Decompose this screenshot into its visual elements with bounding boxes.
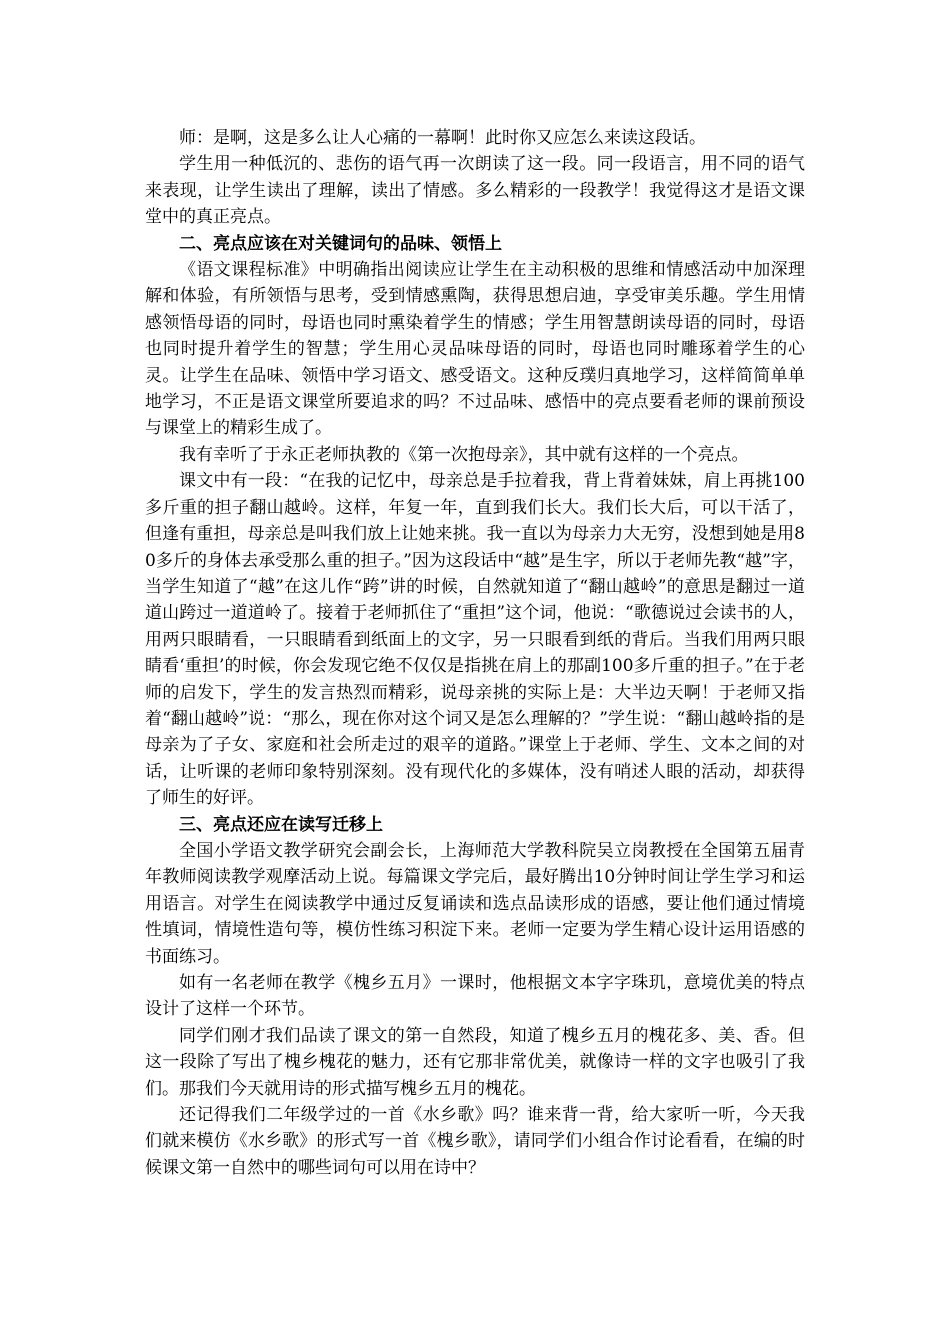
paragraph: 课文中有一段：“在我的记忆中，母亲总是手拉着我，背上背着妹妹，肩上再挑100多斤重的担子翻山越岭。这样，年复一年，直到我们长大。我们长大后，可以干活了，但逢有重担，母亲总是叫我们放上让她来挑。我一直以为母亲力大无穷，没想到她是用80多斤的身体去承受那么重的担子。”因为这段话中“越”是生字，所以于老师先教“越”字，当学生知道了“越”在这儿作“跨”讲的时候，自然就知道了“翻山越岭”的意思是翻过一道道山跨过一道道岭了。接着于老师抓住了“重担”这个词，他说：“歌德说过会读书的人，用两只眼睛看，一只眼睛看到纸面上的文字，另一只眼看到纸的背后。当我们用两只眼睛看‘重担’的时候，你会发现它绝不仅仅是指挑在肩上的那副100多斤重的担子。”在于老师的启发下，学生的发言热烈而精彩，说母亲挑的实际上是：大半边天啊！于老师又指着“翻山越岭”说：“那么，现在你对这个词又是怎么理解的？”学生说：“翻山越岭指的是母亲为了子女、家庭和社会所走过的艰辛的道路。”课堂上于老师、学生、文本之间的对话，让听课的老师印象特别深刻。没有现代化的多媒体，没有哨述人眼的活动，却获得了师生的好评。 <box>145 471 805 809</box>
section-heading: 二、亮点应该在对关键词句的品味、领悟上 <box>179 233 502 254</box>
paragraph: 学生用一种低沉的、悲伤的语气再一次朗读了这一段。同一段语言，用不同的语气来表现，让学生读出了理解，读出了情感。多么精彩的一段教学！我觉得这才是语文课堂中的真正亮点。 <box>145 154 805 228</box>
section-heading: 三、亮点还应在读写迁移上 <box>179 814 383 835</box>
paragraph: 还记得我们二年级学过的一首《水乡歌》吗？谁来背一背，给大家听一听，今天我们就来模仿《水乡歌》的形式写一首《槐乡歌》，请同学们小组合作讨论看看，在编的时候课文第一自然中的哪些词句可以用在诗中？ <box>145 1105 805 1178</box>
paragraph: 师：是啊，这是多么让人心痛的一幕啊！此时你又应怎么来读这段话。 <box>179 128 706 148</box>
paragraph: 如有一名老师在教学《槐乡五月》一课时，他根据文本字字珠玑，意境优美的特点设计了这样一个环节。 <box>145 973 805 1020</box>
paragraph: 全国小学语文教学研究会副会长，上海师范大学教科院吴立岗教授在全国第五届青年教师阅读教学观摩活动上说。每篇课文学完后，最好腾出10分钟时间让学生学习和运用语言。对学生在阅读教学中通过反复诵读和选点品读形成的语感，要让他们通过情境性填词，情境性造句等，模仿性练习积淀下来。老师一定要为学生精心设计运用语感的书面练习。 <box>145 840 805 967</box>
paragraph: 《语文课程标准》中明确指出阅读应让学生在主动积极的思维和情感活动中加深理解和体验，有所领悟与思考，受到情感熏陶，获得思想启迪，享受审美乐趣。学生用情感领悟母语的同时，母语也同时熏染着学生的情感；学生用智慧朗读母语的同时，母语也同时提升着学生的智慧；学生用心灵品味母语的同时，母语也同时雕琢着学生的心灵。让学生在品味、领悟中学习语文、感受语文。这种反璞归真地学习，这样简简单单地学习，不正是语文课堂所要追求的吗？不过品味、感悟中的亮点要看老师的课前预设与课堂上的精彩生成了。 <box>145 260 805 439</box>
paragraph: 同学们刚才我们品读了课文的第一自然段，知道了槐乡五月的槐花多、美、香。但这一段除了写出了槐乡槐花的魅力，还有它那非常优美，就像诗一样的文字也吸引了我们。那我们今天就用诗的形式描写槐乡五月的槐花。 <box>145 1025 805 1099</box>
document-page <box>145 125 805 1181</box>
paragraph: 我有幸听了于永正老师执教的《第一次抱母亲》，其中就有这样的一个亮点。 <box>179 444 749 465</box>
